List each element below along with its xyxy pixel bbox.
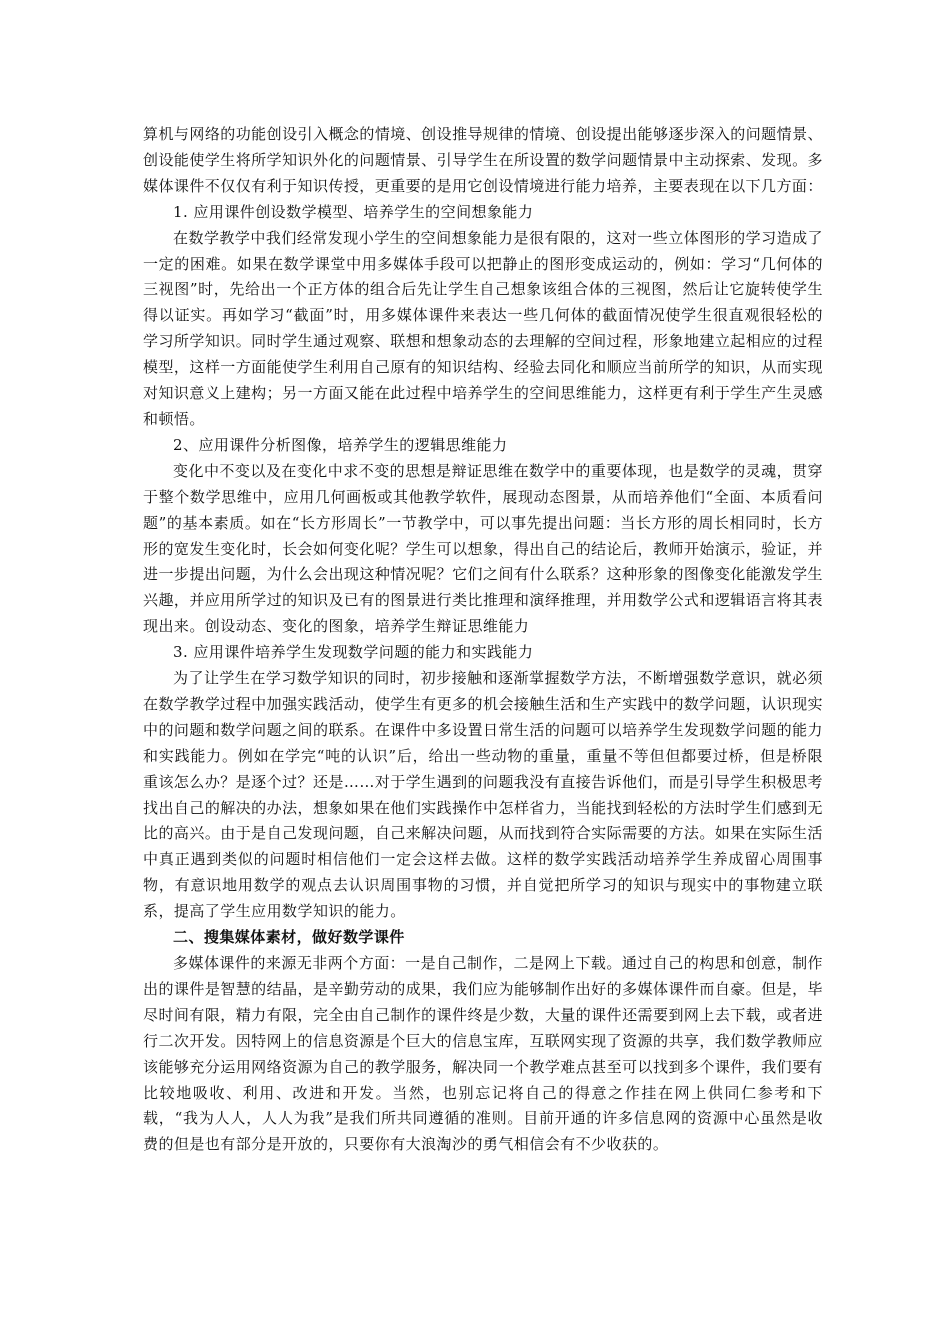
body-paragraph: 变化中不变以及在变化中求不变的思想是辩证思维在数学中的重要体现，也是数学的灵魂，贯穿于整个数学思维中，应用几何画板或其他教学软件，展现动态图景，从而培养他们“全面、本质看问题”的基本素质。如在“长方形周长”一节教学中，可以事先提出问题：当长方形的周长相同时，长方形的宽发生变化时，长会如何变化呢？学生可以想象，得出自己的结论后，教师开始演示，验证，并进一步提出问题，为什么会出现这种情况呢？它们之间有什么联系？这种形象的图像变化能激发学生兴趣，并应用所学过的知识及已有的图景进行类比推理和演绎推理，并用数学公式和逻辑语言将其表现出来。创设动态、变化的图象，培养学生辩证思维能力 [143,461,823,636]
body-paragraph: 算机与网络的功能创设引入概念的情境、创设推导规律的情境、创设提出能够逐步深入的问题情景、创设能使学生将所学知识外化的问题情景、引导学生在所设置的数学问题情景中主动探索、发现。多媒体课件不仅仅有利于知识传授，更重要的是用它创设情境进行能力培养，主要表现在以下几方面： [143,125,823,195]
body-paragraph: 多媒体课件的来源无非两个方面：一是自己制作，二是网上下载。通过自己的构思和创意，制作出的课件是智慧的结晶，是辛勤劳动的成果，我们应为能够制作出好的多媒体课件而自豪。但是，毕尽时间有限，精力有限，完全由自己制作的课件终是少数，大量的课件还需要到网上去下载，或者进行二次开发。因特网上的信息资源是个巨大的信息宝库，互联网实现了资源的共享，我们数学教师应该能够充分运用网络资源为自己的教学服务，解决同一个教学难点甚至可以找到多个课件，我们要有比较地吸收、利用、改进和开发。当然，也别忘记将自己的得意之作挂在网上供同仁参考和下载，“我为人人，人人为我”是我们所共同遵循的准则。目前开通的许多信息网的资源中心虽然是收费的但是也有部分是开放的，只要你有大浪淘沙的勇气相信会有不少收获的。 [143,954,823,1154]
section-heading: 2、应用课件分析图像，培养学生的逻辑思维能力 [173,435,508,454]
chapter-heading: 二、搜集媒体素材，做好数学课件 [173,928,405,947]
body-paragraph: 为了让学生在学习数学知识的同时，初步接触和逐渐掌握数学方法，不断增强数学意识，就必须在数学教学过程中加强实践活动，使学生有更多的机会接触生活和生产实践中的数学问题，认识现实中的问题和数学问题之间的联系。在课件中多设置日常生活的问题可以培养学生发现数学问题的能力和实践能力。例如在学完“吨的认识”后，给出一些动物的重量，重量不等但但都要过桥，但是桥限重该怎么办？是逐个过？还是……对于学生遇到的问题我没有直接告诉他们，而是引导学生积极思考找出自己的解决的办法，想象如果在他们实践操作中怎样省力，当能找到轻松的方法时学生们感到无比的高兴。由于是自己发现问题，自己来解决问题，从而找到符合实际需要的方法。如果在实际生活中真正遇到类似的问题时相信他们一定会这样去做。这样的数学实践活动培养学生养成留心周围事物，有意识地用数学的观点去认识周围事物的习惯，并自觉把所学习的知识与现实中的事物建立联系，提高了学生应用数学知识的能力。 [143,669,823,921]
section-heading: 3. 应用课件培养学生发现数学问题的能力和实践能力 [173,643,534,662]
body-paragraph: 在数学教学中我们经常发现小学生的空间想象能力是很有限的，这对一些立体图形的学习造成了一定的困难。如果在数学课堂中用多媒体手段可以把静止的图形变成运动的，例如：学习“几何体的三视图”时，先给出一个正方体的组合后先让学生自己想象该组合体的三视图，然后让它旋转使学生得以证实。再如学习“截面”时，用多媒体课件来表达一些几何体的截面情况使学生很直观很轻松的学习所学知识。同时学生通过观察、联想和想象动态的去理解的空间过程，形象地建立起相应的过程模型，这样一方面能使学生利用自己原有的知识结构、经验去同化和顺应当前所学的知识，从而实现对知识意义上建构；另一方面又能在此过程中培养学生的空间思维能力，这样更有利于学生产生灵感和顿悟。 [143,228,823,428]
section-heading: 1. 应用课件创设数学模型、培养学生的空间想象能力 [173,202,534,221]
document-page [143,122,823,1158]
